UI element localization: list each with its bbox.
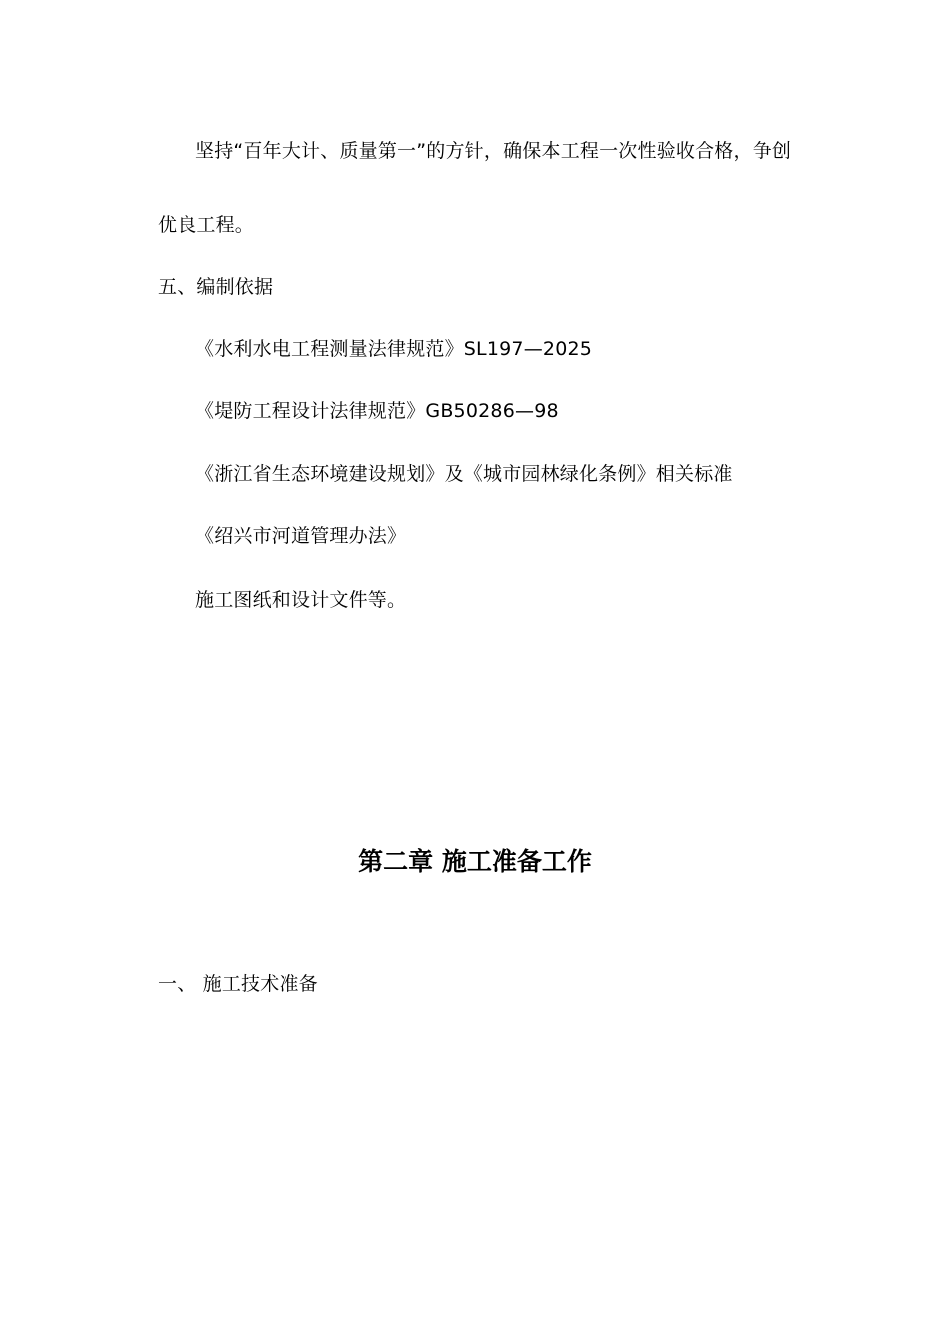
- reference-item: 《水利水电工程测量法律规范》SL197—2025: [195, 338, 593, 360]
- chapter-title: 第二章 施工准备工作: [358, 847, 592, 876]
- paragraph-text-line: 优良工程。: [158, 214, 255, 236]
- section-heading: 一、 施工技术准备: [158, 973, 318, 995]
- section-heading: 五、编制依据: [158, 276, 274, 298]
- reference-item: 《堤防工程设计法律规范》GB50286—98: [195, 400, 559, 422]
- reference-item: 《浙江省生态环境建设规划》及《城市园林绿化条例》相关标准: [195, 463, 733, 485]
- reference-item: 《绍兴市河道管理办法》: [195, 525, 407, 547]
- reference-item: 施工图纸和设计文件等。: [195, 589, 407, 611]
- paragraph-text-line: 坚持“百年大计、质量第一”的方针，确保本工程一次性验收合格，争创: [195, 140, 792, 162]
